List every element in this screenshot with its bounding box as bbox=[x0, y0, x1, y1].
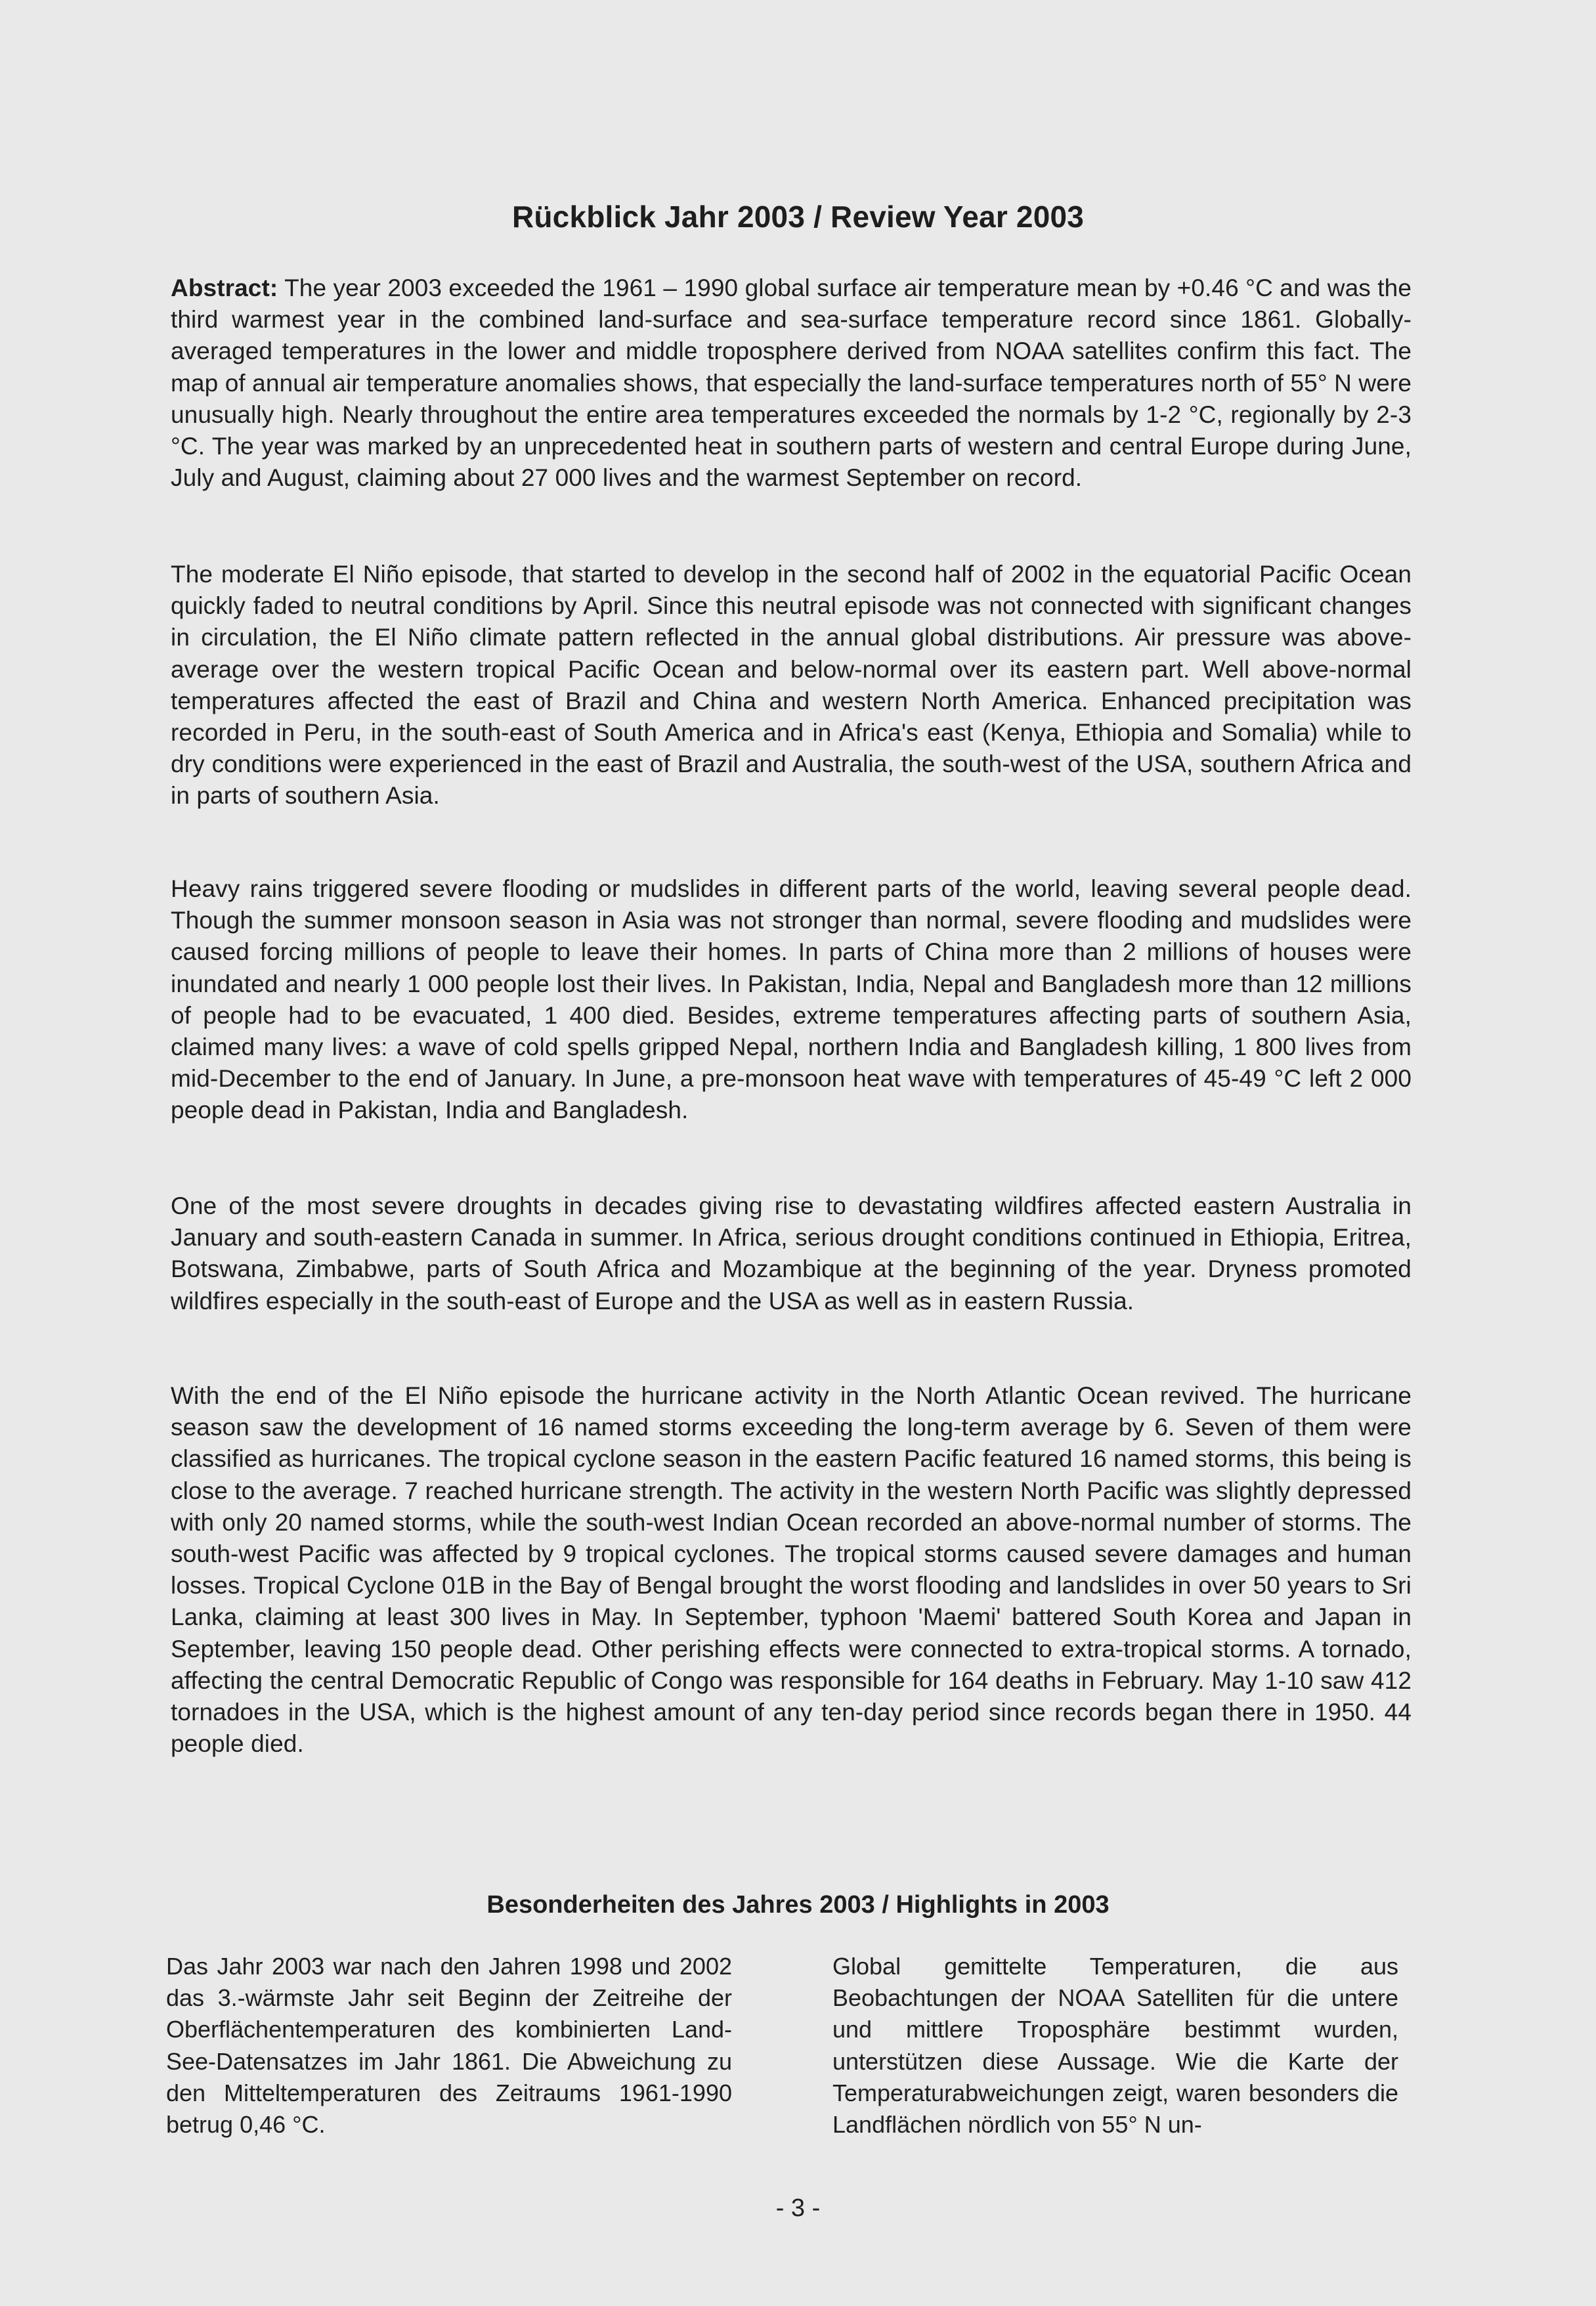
highlights-heading: Besonderheiten des Jahres 2003 / Highlights in 2003 bbox=[486, 1891, 1110, 1919]
heavy-rains-text: Heavy rains triggered severe flooding or mudslides in different parts of the world, leaving several people dead. Though the summer monsoon season in Asia was not stronger than normal, severe flooding and mudslides were caused forcing millions of people to leave their homes. In parts of China more than 2 millions of houses were inundated and nearly 1 000 people lost their lives. In Pakistan, India, Nepal and Bangladesh more than 12 millions of people had to be evacuated, 1 400 died. Besides, extreme temperatures affecting parts of southern Asia, claimed many lives: a wave of cold spells gripped Nepal, northern India and Bangladesh killing, 1 800 lives from mid-December to the end of January. In June, a pre-monsoon heat wave with temperatures of 45-49 °C left 2 000 people dead in Pakistan, India and Bangladesh. bbox=[171, 875, 1412, 1124]
highlights-left-column bbox=[166, 1951, 732, 2141]
highlights-left-text: Das Jahr 2003 war nach den Jahren 1998 und 2002 das 3.-wärmste Jahr seit Beginn der Zeitreihe der Oberflächentemperaturen des kombinierten Land-See-Datensatzes im Jahr 1861. Die Abweichung zu den Mitteltemperaturen des Zeitraums 1961-1990 betrug 0,46 °C. bbox=[166, 1953, 732, 2139]
abstract-paragraph bbox=[171, 272, 1412, 494]
el-nino-text: The moderate El Niño episode, that started to develop in the second half of 2002 in the equatorial Pacific Ocean quickly faded to neutral conditions by April. Since this neutral episode was not connected with significant changes in circulation, the El Niño climate pattern reflected in the annual global distributions. Air pressure was above-average over the western tropical Pacific Ocean and below-normal over its eastern part. Well above-normal temperatures affected the east of Brazil and China and western North America. Enhanced precipitation was recorded in Peru, in the south-east of South America and in Africa's east (Kenya, Ethiopia and Somalia) while to dry conditions were experienced in the east of Brazil and Australia, the south-west of the USA, southern Africa and in parts of southern Asia. bbox=[171, 561, 1412, 810]
abstract-label: Abstract: bbox=[171, 274, 278, 301]
heavy-rains-paragraph bbox=[171, 873, 1412, 1127]
el-nino-paragraph bbox=[171, 559, 1412, 812]
abstract-text: The year 2003 exceeded the 1961 – 1990 global surface air temperature mean by +0.46 °C and was the third warmest year in the combined land-surface and sea-surface temperature record since 1861. Globally-averaged temperatures in the lower and middle troposphere derived from NOAA satellites confirm this fact. The map of annual air temperature anomalies shows, that especially the land-surface temperatures north of 55° N were unusually high. Nearly throughout the entire area temperatures exceeded the normals by 1-2 °C, regionally by 2-3 °C. The year was marked by an unprecedented heat in southern parts of western and central Europe during June, July and August, claiming about 27 000 lives and the warmest September on record. bbox=[171, 274, 1412, 492]
highlights-right-text: Global gemittelte Temperaturen, die aus Beobachtungen der NOAA Satelliten für die untere und mittlere Troposphäre bestimmt wurden, unterstützen diese Aussage. Wie die Karte der Temperaturabweichungen zeigt, waren besonders die Landflächen nördlich von 55° N un- bbox=[832, 1953, 1398, 2139]
droughts-text: One of the most severe droughts in decades giving rise to devastating wildfires affected eastern Australia in January and south-eastern Canada in summer. In Africa, serious drought conditions continued in Ethiopia, Eritrea, Botswana, Zimbabwe, parts of South Africa and Mozambique at the beginning of the year. Dryness promoted wildfires especially in the south-east of Europe and the USA as well as in eastern Russia. bbox=[171, 1192, 1412, 1315]
page-number: - 3 - bbox=[775, 2194, 821, 2222]
hurricane-text: With the end of the El Niño episode the hurricane activity in the North Atlantic Ocean revived. The hurricane season saw the development of 16 named storms exceeding the long-term average by 6. Seven of them were classified as hurricanes. The tropical cyclone season in the eastern Pacific featured 16 named storms, this being is close to the average. 7 reached hurricane strength. The activity in the western North Pacific was slightly depressed with only 20 named storms, while the south-west Indian Ocean recorded an above-normal number of storms. The south-west Pacific was affected by 9 tropical cyclones. The tropical storms caused severe damages and human losses. Tropical Cyclone 01B in the Bay of Bengal brought the worst flooding and landslides in over 50 years to Sri Lanka, claiming at least 300 lives in May. In September, typhoon 'Maemi' battered South Korea and Japan in September, leaving 150 people dead. Other perishing effects were connected to extra-tropical storms. A tornado, affecting the central Democratic Republic of Congo was responsible for 164 deaths in February. May 1-10 saw 412 tornadoes in the USA, which is the highest amount of any ten-day period since records began there in 1950. 44 people died. bbox=[171, 1382, 1412, 1758]
droughts-paragraph bbox=[171, 1190, 1412, 1317]
hurricane-paragraph bbox=[171, 1380, 1412, 1760]
highlights-right-column bbox=[832, 1951, 1398, 2141]
page-title: Rückblick Jahr 2003 / Review Year 2003 bbox=[511, 200, 1085, 234]
